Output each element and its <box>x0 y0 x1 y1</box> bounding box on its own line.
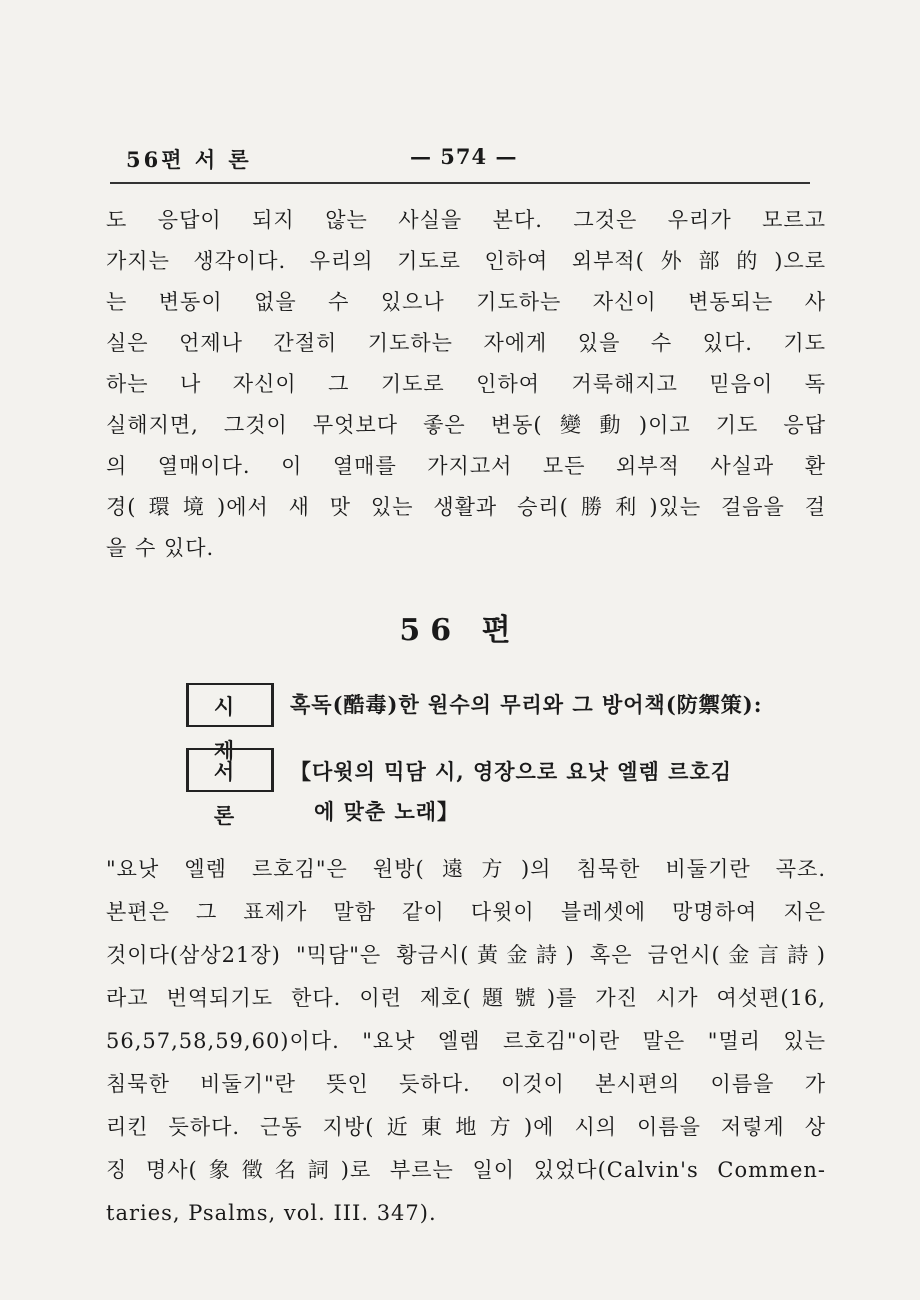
header-rule <box>110 182 810 184</box>
text-line: 을 수 있다. <box>106 536 215 560</box>
running-header <box>110 140 810 176</box>
text-line: 본편은 그 표제가 말함 같이 다윗이 블레셋에 망명하여 지은 <box>106 900 826 924</box>
intro-line: 에 맞춘 노래】 <box>314 799 460 824</box>
text-line: 침묵한 비둘기"란 뜻인 듯하다. 이것이 본시편의 이름을 가 <box>106 1072 826 1096</box>
text-line: 의 열매이다. 이 열매를 가지고서 모든 외부적 사실과 환 <box>106 454 826 478</box>
text-line: 도 응답이 되지 않는 사실을 본다. 그것은 우리가 모르고 <box>106 208 826 232</box>
text-line: 라고 번역되기도 한다. 이런 제호(題號)를 가진 시가 여섯편(16, <box>106 986 826 1010</box>
theme-label-box: 시 제 <box>186 683 274 727</box>
text-line: 는 변동이 없을 수 있으나 기도하는 자신이 변동되는 사 <box>106 290 826 314</box>
text-line: 실해지면, 그것이 무엇보다 좋은 변동(變動)이고 기도 응답 <box>106 413 826 437</box>
text-line: 56,57,58,59,60)이다. "요낫 엘렘 르호김"이란 말은 "멀리 있는 <box>106 1029 826 1053</box>
commentary-paragraph <box>106 848 826 1235</box>
text-line: 경(環境)에서 새 맛 있는 생활과 승리(勝利)있는 걸음을 걸 <box>106 495 826 519</box>
text-line: 것이다(삼상21장) "믹담"은 황금시(黃金詩) 혹은 금언시(金言詩) <box>106 943 826 967</box>
text-line: 실은 언제나 간절히 기도하는 자에게 있을 수 있다. 기도 <box>106 331 826 355</box>
theme-text: 혹독(酷毒)한 원수의 무리와 그 방어책(防禦策): <box>290 692 763 717</box>
text-line: 하는 나 자신이 그 기도로 인하여 거룩해지고 믿음이 독 <box>106 372 826 396</box>
text-line: 가지는 생각이다. 우리의 기도로 인하여 외부적(外部的)으로 <box>106 249 826 273</box>
paragraph-continued <box>106 200 826 569</box>
chapter-title: 56 편 <box>399 613 521 648</box>
section-title: 56편 서 론 <box>126 147 252 172</box>
page-number: — 574 — <box>410 144 518 169</box>
intro-text <box>290 752 830 832</box>
text-line: taries, Psalms, vol. III. 347). <box>106 1201 437 1225</box>
intro-label-box: 서 론 <box>186 748 274 792</box>
text-line: "요낫 엘렘 르호김"은 원방(遠方)의 침묵한 비둘기란 곡조. <box>106 857 826 881</box>
intro-line: 【다윗의 믹담 시, 영장으로 요낫 엘렘 르호김 <box>290 759 733 784</box>
text-line: 징 명사(象徵名詞)로 부르는 일이 있었다(Calvin's Commen- <box>106 1158 826 1182</box>
text-line: 리킨 듯하다. 근동 지방(近東地方)에 시의 이름을 저렇게 상 <box>106 1115 826 1139</box>
